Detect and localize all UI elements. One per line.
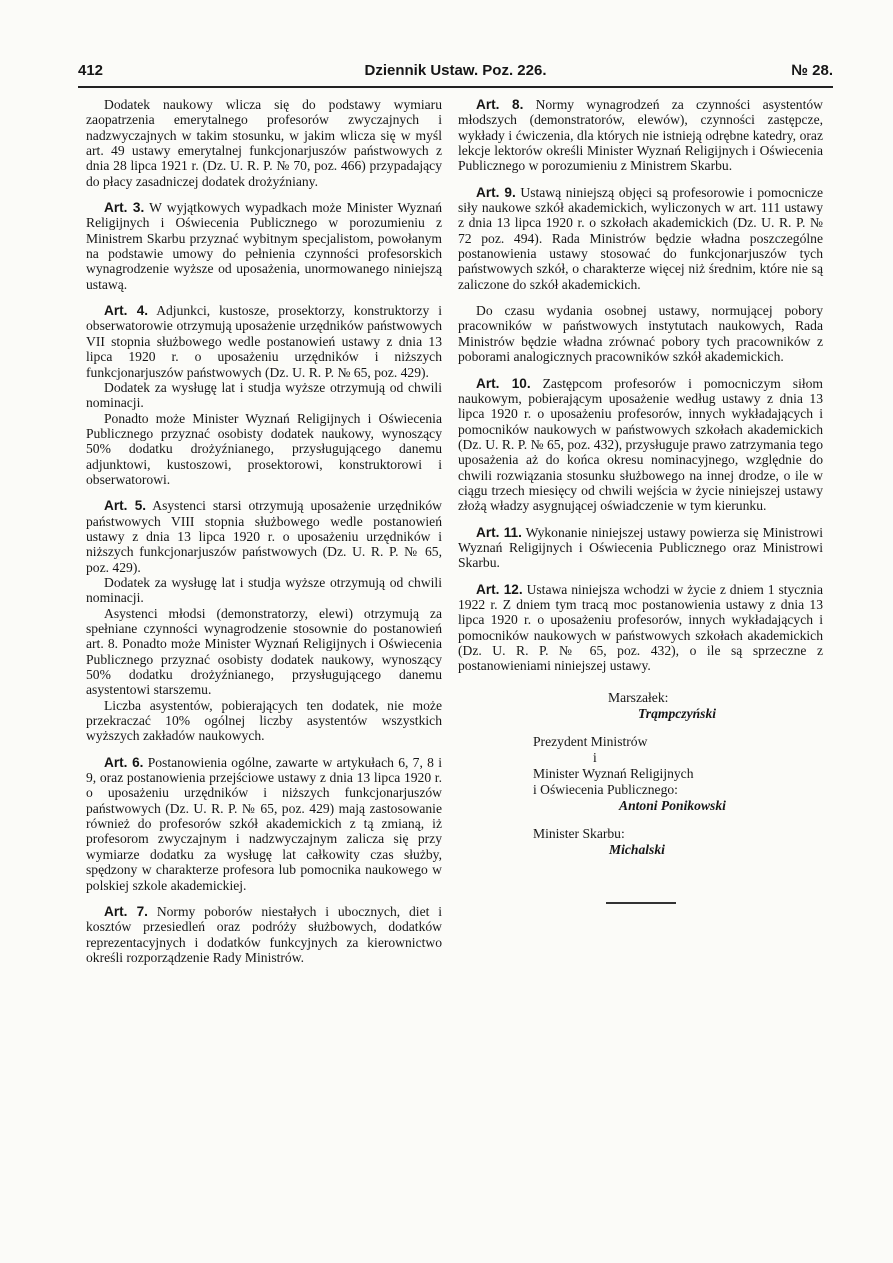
- header-rule: [78, 86, 833, 88]
- article-label: Art. 10.: [476, 375, 531, 391]
- page-header: [78, 62, 833, 82]
- article-label: Art. 3.: [104, 200, 145, 216]
- signature-name: Trąmpczyński: [638, 705, 717, 721]
- paragraph: Ponadto może Minister Wyznań Religijnych i Oświecenia Publicznego przyznać osobisty dodatek naukowy, wynoszący 50% dodatku drożyźnianego, przysługującego danemu adjunktowi, kustoszowi, prosektorowi, konstruktorowi i obserwatorowi.: [86, 410, 442, 487]
- signature-title: i Oświecenia Publicznego:: [533, 781, 678, 797]
- end-rule: [606, 902, 676, 904]
- article-label: Art. 9.: [476, 184, 516, 200]
- article-label: Art. 7.: [104, 903, 148, 919]
- signature-name: Michalski: [609, 841, 665, 857]
- signature-title: Minister Wyznań Religijnych: [533, 765, 694, 781]
- article-5: [86, 498, 442, 575]
- article-3: [86, 200, 442, 292]
- paragraph: Dodatek za wysługę lat i studja wyższe otrzymują od chwili nominacji.: [86, 379, 442, 411]
- article-label: Art. 11.: [476, 524, 522, 540]
- signature-name: Antoni Ponikowski: [619, 797, 726, 813]
- article-label: Art. 5.: [104, 498, 147, 514]
- article-11: [458, 525, 823, 571]
- signature-title: Minister Skarbu:: [533, 825, 625, 841]
- signature-marshal: [608, 690, 823, 722]
- paragraph: Liczba asystentów, pobierających ten dodatek, nie może przekraczać 10% ogólnej liczby asystentów wszystkich wyższych zakładów naukowych.: [86, 697, 442, 744]
- left-column: [86, 97, 442, 976]
- article-10: [458, 376, 823, 514]
- paragraph: Dodatek naukowy wlicza się do podstawy wymiaru zaopatrzenia emerytalnego profesorów zwyczajnych i nadzwyczajnych w takim stosunku, w jakim wlicza się w myśl art. 49 ustawy emerytalnej funkcjonarjuszów państwowych z dnia 28 lipca 1921 r. (Dz. U. R. P. № 70, poz. 466) przypadający do płacy zasadniczej dodatek drożyźniany.: [86, 97, 442, 189]
- page-number: 412: [78, 62, 104, 79]
- paragraph: Do czasu wydania osobnej ustawy, normującej pobory pracowników w państwowych instytutach naukowych, Rada Ministrów będzie władna zrównać pobory tych pracowników z poborami analogicznych pracowników szkół akademickich.: [458, 303, 823, 365]
- article-text: Ustawa niniejsza wchodzi w życie z dniem 1 stycznia 1922 r. Z dniem tym tracą moc postanowienia ustawy z dnia 13 lipca 1920 r. o uposażeniu profesorów, innych wykładających i pomocników naukowych w państwowych szkołach akademickich (Dz. U. R. P. № 65, poz. 432), o ile są sprzeczne z postanowieniami niniejszej ustawy.: [458, 581, 823, 674]
- signature-title: i: [593, 749, 597, 765]
- article-label: Art. 12.: [476, 581, 523, 597]
- article-8: [458, 97, 823, 174]
- article-9: [458, 185, 823, 292]
- article-text: Normy wynagrodzeń za czynności asystentów młodszych (demonstratorów, elewów), czynności zastępcze, wykłady i ćwiczenia, dla których nie istnieją odrębne katedry, oraz lekcje lektorów określi Minister Wyznań Religijnych i Oświecenia Publicznego w porozumieniu z Ministrem Skarbu.: [458, 97, 823, 174]
- article-12: [458, 582, 823, 674]
- article-label: Art. 6.: [104, 754, 144, 770]
- paragraph: Asystenci młodsi (demonstratorzy, elewi) otrzymują za spełniane czynności wynagrodzenie stosownie do postanowień art. 8. Ponadto może Minister Wyznań Religijnych i Oświecenia Publicznego przyznać osobisty dodatek naukowy, wynoszący 50% dodatku drożyźnianego, przysługującego danemu asystentowi starszemu.: [86, 605, 442, 698]
- article-text: Zastępcom profesorów i pomocniczym siłom naukowym, pobierającym uposażenie według ustawy z dnia 13 lipca 1920 r. o uposażeniu profesorów, innych wykładających i pomocników naukowych w państwowych szkołach akademickich (Dz. U. R. P. № 65, poz. 432), przysługuje prawo zatrzymania tego uposażenia aż do końca okresu nominacyjnego, względnie do chwili rozwiązania stosunku służbowego na innej drodze, o ile w ciągu trzech miesięcy od chwili wejścia w życie niniejszej ustawy złożą władzy asygnującej oświadczenie w tym kierunku.: [458, 375, 823, 514]
- article-text: Wykonanie niniejszej ustawy powierza się Ministrowi Wyznań Religijnych i Oświecenia Publicznego oraz Ministrowi Skarbu.: [458, 524, 823, 571]
- article-text: Normy poborów niestałych i ubocznych, diet i kosztów przesiedleń oraz podróży służbowych, dodatków reprezentacyjnych i dodatków funkcyjnych za kierownictwo określi rozporządzenie Rady Ministrów.: [86, 903, 442, 965]
- article-text: Adjunkci, kustosze, prosektorzy, konstruktorzy i obserwatorowie otrzymują uposażenie urzędników państwowych VII stopnia służbowego wedle postanowień ustawy z dnia 13 lipca 1920 r. o uposażeniu urzędników i niższych funkcjonarjuszów państwowych (Dz. U. R. P. № 65, poz. 429).: [86, 303, 442, 380]
- signature-prime-minister: [533, 734, 823, 814]
- signature-treasury-minister: [533, 826, 823, 858]
- signature-title: Prezydent Ministrów: [533, 733, 648, 749]
- issue-number: № 28.: [791, 62, 833, 79]
- article-text: Asystenci starsi otrzymują uposażenie urzędników państwowych VIII stopnia służbowego wedle postanowień ustawy z dnia 13 lipca 1920 r. o uposażeniu urzędników i niższych funkcjonarjuszów państwowych (Dz. U. R. P. № 65, poz. 429).: [86, 498, 442, 575]
- signatures-block: [458, 690, 823, 904]
- article-label: Art. 4.: [104, 303, 149, 319]
- article-label: Art. 8.: [476, 97, 524, 112]
- article-4: [86, 303, 442, 380]
- article-6: [86, 755, 442, 893]
- right-column: [458, 97, 823, 904]
- article-text: Ustawą niniejszą objęci są profesorowie i pomocnicze siły naukowe szkół akademickich, wyliczonych w art. 111 ustawy z dnia 13 lipca 1920 r. o szkołach akademickich (Dz. U. R. P. № 72 poz. 494). Rada Ministrów będzie władna poszczególne postanowienia ustawy stosować do funkcjonarjuszów tych państwowych szkół, o charakterze więcej niż średnim, które nie są zaliczone do szkół akademickich.: [458, 184, 823, 292]
- paragraph: Dodatek za wysługę lat i studja wyższe otrzymują od chwili nominacji.: [86, 574, 442, 606]
- article-text: Postanowienia ogólne, zawarte w artykułach 6, 7, 8 i 9, oraz postanowienia przejściowe ustawy z dnia 13 lipca 1920 r. o uposażeniu urzędników i niższych funkcjonarjuszów państwowych (Dz. U. R. P. № 65, poz. 429) mają zastosowanie również do profesorów szkół akademickich z tą zmianą, iż profesorom zwyczajnym i nadzwyczajnym zalicza się przy wymiarze dodatku za wysługę lat całkowity czas służby, spędzony w charakterze profesora lub pomocnika naukowego w polskiej szkole akademickiej.: [86, 754, 442, 893]
- article-7: [86, 904, 442, 965]
- article-text: W wyjątkowych wypadkach może Minister Wyznań Religijnych i Oświecenia Publicznego w porozumieniu z Ministrem Skarbu przyznać wybitnym specjalistom, powołanym na podstawie umowy do pełnienia czynności profesorskich wynagrodzenie wyższe od uposażenia, unormowanego niniejszą ustawą.: [86, 200, 442, 292]
- signature-title: Marszałek:: [608, 689, 669, 705]
- journal-title: Dziennik Ustaw. Poz. 226.: [364, 62, 547, 79]
